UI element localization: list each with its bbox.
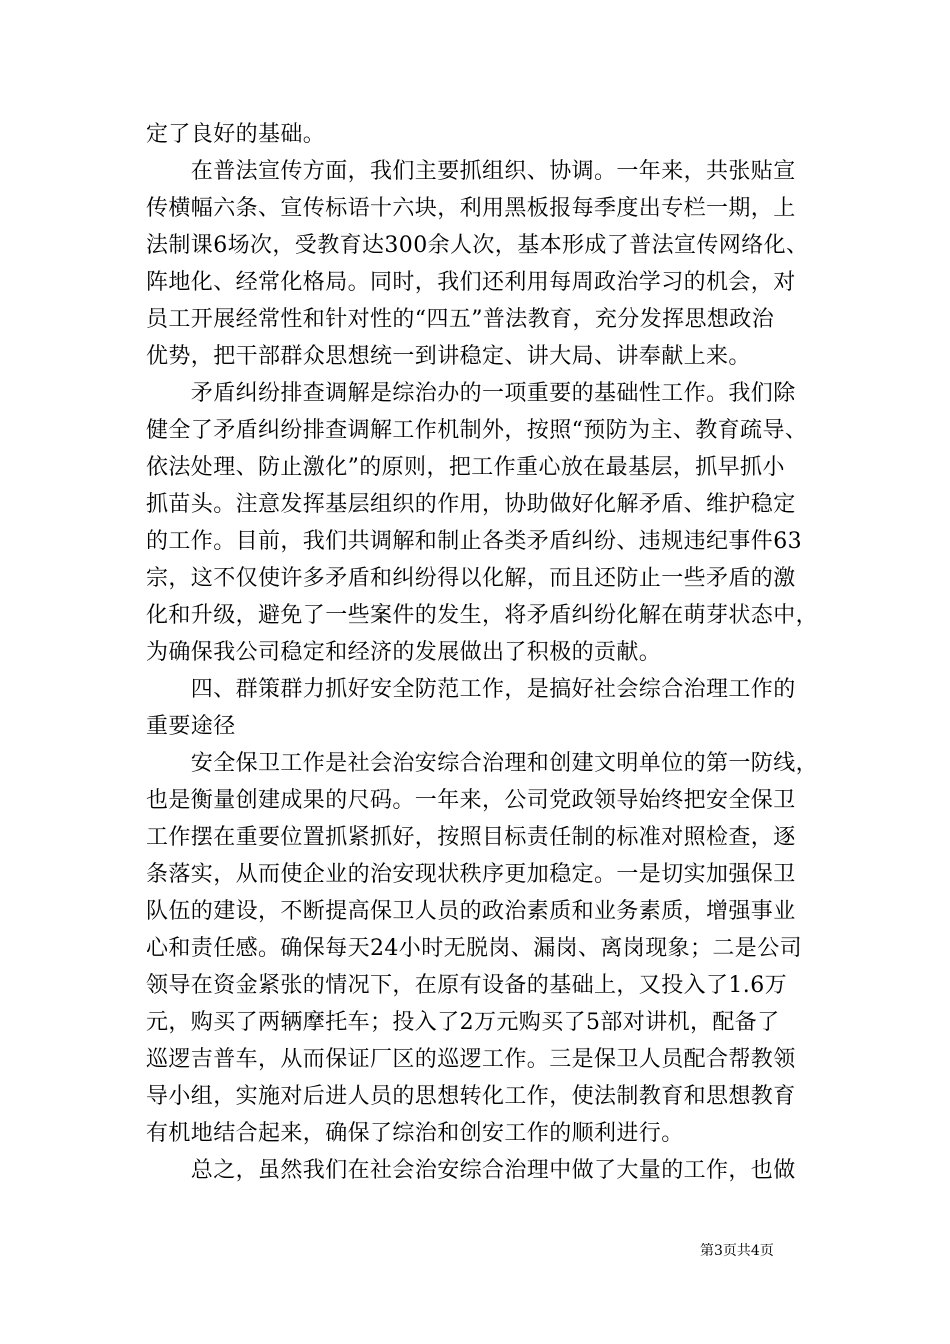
text-line: 工作摆在重要位置抓紧抓好，按照目标责任制的标准对照检查，逐 <box>146 825 796 850</box>
text-line: 依法处理、防止激化”的原则，把工作重心放在最基层，抓早抓小 <box>146 455 785 480</box>
text-line: 传横幅六条、宣传标语十六块，利用黑板报每季度出专栏一期，上 <box>146 196 796 221</box>
text-line: 定了良好的基础。 <box>146 122 326 147</box>
text-line: 队伍的建设，不断提高保卫人员的政治素质和业务素质，增强事业 <box>146 899 796 924</box>
text-line: 化和升级，避免了一些案件的发生，将矛盾纠纷化解在萌芽状态中， <box>146 603 819 628</box>
text-line: 的工作。目前，我们共调解和制止各类矛盾纠纷、违规违纪事件63 <box>146 529 802 554</box>
text-line: 领导在资金紧张的情况下，在原有设备的基础上，又投入了1.6万 <box>146 973 787 998</box>
text-line: 员工开展经常性和针对性的“四五”普法教育，充分发挥思想政治 <box>146 307 775 332</box>
text-line: 抓苗头。注意发挥基层组织的作用，协助做好化解矛盾、维护稳定 <box>146 492 796 517</box>
section-heading: 重要途径 <box>146 714 236 739</box>
text-line: 健全了矛盾纠纷排查调解工作机制外，按照“预防为主、教育疏导、 <box>146 418 808 443</box>
text-line: 法制课6场次，受教育达300余人次，基本形成了普法宣传网络化、 <box>146 233 809 258</box>
text-line: 条落实，从而使企业的治安现状秩序更加稳定。一是切实加强保卫 <box>146 862 796 887</box>
text-line: 阵地化、经常化格局。同时，我们还利用每周政治学习的机会，对 <box>146 270 796 295</box>
text-line: 宗，这不仅使许多矛盾和纠纷得以化解，而且还防止一些矛盾的激 <box>146 566 796 591</box>
section-heading: 四、群策群力抓好安全防范工作，是搞好社会综合治理工作的 <box>146 677 796 702</box>
text-line: 总之，虽然我们在社会治安综合治理中做了大量的工作，也做 <box>146 1158 796 1183</box>
text-line: 有机地结合起来，确保了综治和创安工作的顺利进行。 <box>146 1121 684 1146</box>
page-number: 第3页共4页 <box>700 1243 774 1259</box>
text-line: 心和责任感。确保每天24小时无脱岗、漏岗、离岗现象；二是公司 <box>146 936 802 961</box>
text-line: 元，购买了两辆摩托车；投入了2万元购买了5部对讲机，配备了 <box>146 1010 780 1035</box>
text-line: 在普法宣传方面，我们主要抓组织、协调。一年来，共张贴宣 <box>146 159 796 184</box>
text-line: 矛盾纠纷排查调解是综治办的一项重要的基础性工作。我们除 <box>146 381 796 406</box>
text-line: 为确保我公司稳定和经济的发展做出了积极的贡献。 <box>146 640 662 665</box>
text-line: 导小组，实施对后进人员的思想转化工作，使法制教育和思想教育 <box>146 1084 796 1109</box>
text-line: 巡逻吉普车，从而保证厂区的巡逻工作。三是保卫人员配合帮教领 <box>146 1047 796 1072</box>
text-line: 也是衡量创建成果的尺码。一年来，公司党政领导始终把安全保卫 <box>146 788 796 813</box>
text-line: 优势，把干部群众思想统一到讲稳定、讲大局、讲奉献上来。 <box>146 344 751 369</box>
text-line: 安全保卫工作是社会治安综合治理和创建文明单位的第一防线， <box>146 751 819 776</box>
